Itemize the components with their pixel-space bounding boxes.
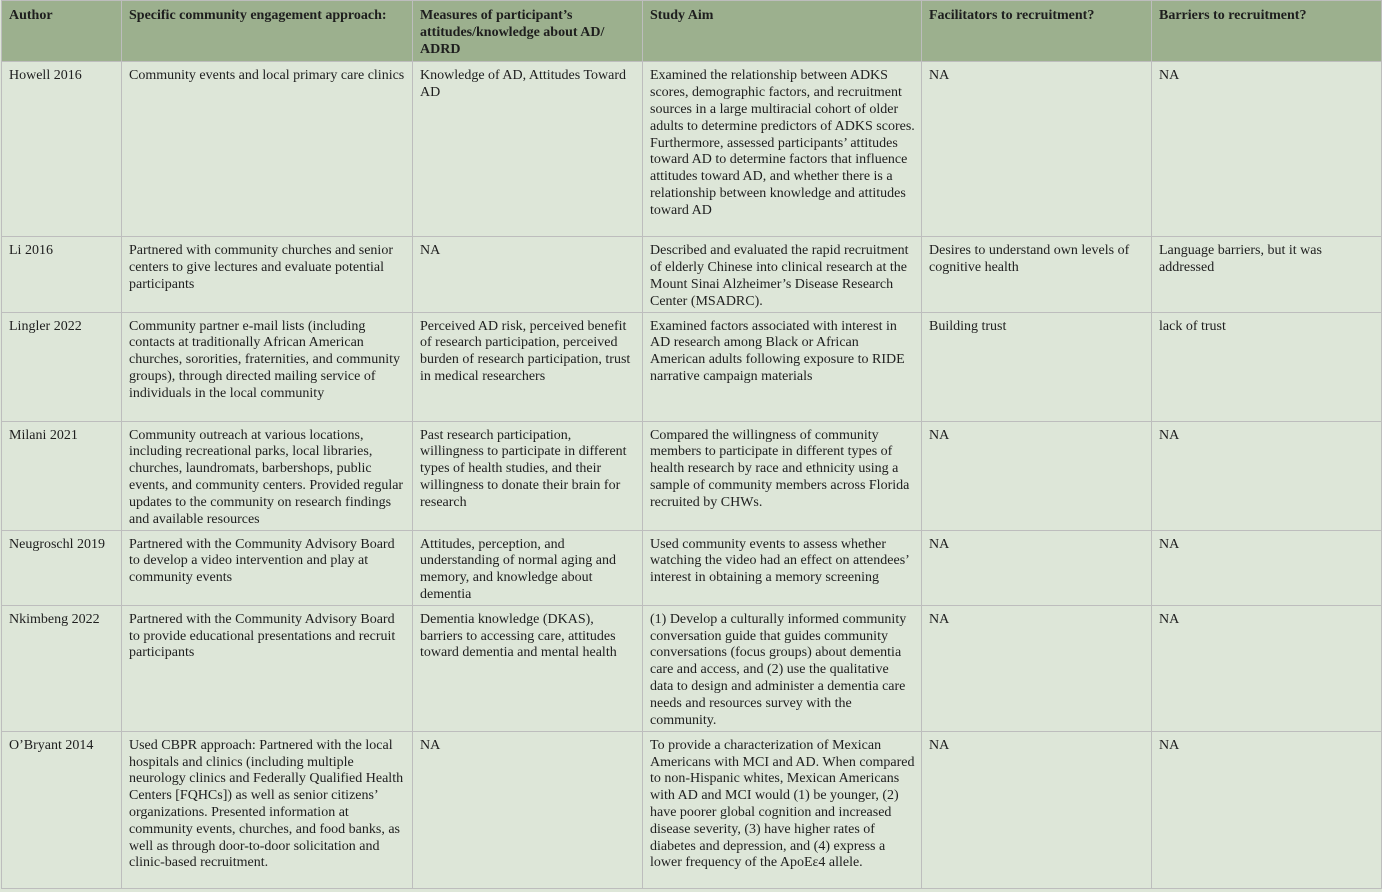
cell-approach: Community outreach at various locations, including recreational parks, local libraries, churches, laundromats, barbershops, public events, and community centers. Provided regular updates to the community on research findings and available resources (122, 421, 413, 530)
cell-facilitators: NA (922, 530, 1152, 605)
cell-measures: Attitudes, perception, and understanding of normal aging and memory, and knowledge about dementia (413, 530, 643, 605)
table-row (2, 421, 1382, 530)
cell-study-aim: To provide a characterization of Mexican Americans with MCI and AD. When compared to non-Hispanic whites, Mexican Americans with AD and MCI would (1) be younger, (2) have poorer global cognition and increased disease severity, (3) have higher rates of diabetes and depression, and (4) express a lower frequency of the ApoEε4 allele. (643, 731, 922, 888)
cell-author: Milani 2021 (2, 421, 122, 530)
cell-author: Nkimbeng 2022 (2, 605, 122, 731)
cell-approach: Community events and local primary care clinics (122, 62, 413, 237)
cell-study-aim: Described and evaluated the rapid recruitment of elderly Chinese into clinical research at the Mount Sinai Alzheimer’s Disease Research Center (MSADRC). (643, 237, 922, 312)
header-author: Author (2, 1, 122, 62)
header-approach: Specific community engagement approach: (122, 1, 413, 62)
cell-author: Lingler 2022 (2, 312, 122, 421)
cell-author: Howell 2016 (2, 62, 122, 237)
cell-approach: Partnered with community churches and senior centers to give lectures and evaluate potential participants (122, 237, 413, 312)
cell-facilitators: Desires to understand own levels of cognitive health (922, 237, 1152, 312)
cell-barriers: NA (1152, 731, 1382, 888)
table-row (2, 530, 1382, 605)
cell-barriers: NA (1152, 421, 1382, 530)
table-row (2, 605, 1382, 731)
header-measures: Measures of participant’s attitudes/knowledge about AD/ ADRD (413, 1, 643, 62)
table-row (2, 731, 1382, 888)
cell-measures: Perceived AD risk, perceived benefit of research participation, perceived burden of research participation, trust in medical researchers (413, 312, 643, 421)
cell-approach: Community partner e-mail lists (including contacts at traditionally African American churches, sororities, fraternities, and community groups), through directed mailing service of individuals in the local community (122, 312, 413, 421)
cell-measures: Knowledge of AD, Attitudes Toward AD (413, 62, 643, 237)
cell-measures: NA (413, 237, 643, 312)
cell-approach: Partnered with the Community Advisory Board to provide educational presentations and recruit participants (122, 605, 413, 731)
cell-barriers: NA (1152, 605, 1382, 731)
table-row (2, 237, 1382, 312)
cell-measures: Past research participation, willingness to participate in different types of health studies, and their willingness to donate their brain for research (413, 421, 643, 530)
cell-facilitators: NA (922, 605, 1152, 731)
cell-author: Li 2016 (2, 237, 122, 312)
table-row (2, 312, 1382, 421)
cell-study-aim: Compared the willingness of community members to participate in different types of health research by race and ethnicity using a sample of community members across Florida recruited by CHWs. (643, 421, 922, 530)
header-barriers: Barriers to recruitment? (1152, 1, 1382, 62)
header-facilitators: Facilitators to recruitment? (922, 1, 1152, 62)
header-row (2, 1, 1382, 62)
cell-author: O’Bryant 2014 (2, 731, 122, 888)
cell-study-aim: (1) Develop a culturally informed community conversation guide that guides community conversations (focus groups) about dementia care and access, and (2) use the qualitative data to design and administer a dementia care needs and resources survey with the community. (643, 605, 922, 731)
cell-facilitators: NA (922, 62, 1152, 237)
cell-author: Neugroschl 2019 (2, 530, 122, 605)
cell-barriers: NA (1152, 530, 1382, 605)
cell-facilitators: NA (922, 731, 1152, 888)
cell-approach: Partnered with the Community Advisory Board to develop a video intervention and play at community events (122, 530, 413, 605)
cell-facilitators: NA (922, 421, 1152, 530)
cell-facilitators: Building trust (922, 312, 1152, 421)
table-row (2, 62, 1382, 237)
cell-barriers: lack of trust (1152, 312, 1382, 421)
cell-measures: Dementia knowledge (DKAS), barriers to accessing care, attitudes toward dementia and mental health (413, 605, 643, 731)
cell-barriers: Language barriers, but it was addressed (1152, 237, 1382, 312)
cell-barriers: NA (1152, 62, 1382, 237)
cell-study-aim: Examined factors associated with interest in AD research among Black or African American adults following exposure to RIDE narrative campaign materials (643, 312, 922, 421)
studies-table (1, 0, 1382, 889)
cell-measures: NA (413, 731, 643, 888)
header-study-aim: Study Aim (643, 1, 922, 62)
cell-study-aim: Used community events to assess whether watching the video had an effect on attendees’ interest in obtaining a memory screening (643, 530, 922, 605)
cell-approach: Used CBPR approach: Partnered with the local hospitals and clinics (including multiple neurology clinics and Federally Qualified Health Centers [FQHCs]) as well as senior citizens’ organizations. Presented information at community events, churches, and food banks, as well as through door-to-door solicitation and clinic-based recruitment. (122, 731, 413, 888)
cell-study-aim: Examined the relationship between ADKS scores, demographic factors, and recruitment sources in a large multiracial cohort of older adults to determine predictors of ADKS scores. Furthermore, assessed participants’ attitudes toward AD to determine factors that influence attitudes toward AD, and whether there is a relationship between knowledge and attitudes toward AD (643, 62, 922, 237)
